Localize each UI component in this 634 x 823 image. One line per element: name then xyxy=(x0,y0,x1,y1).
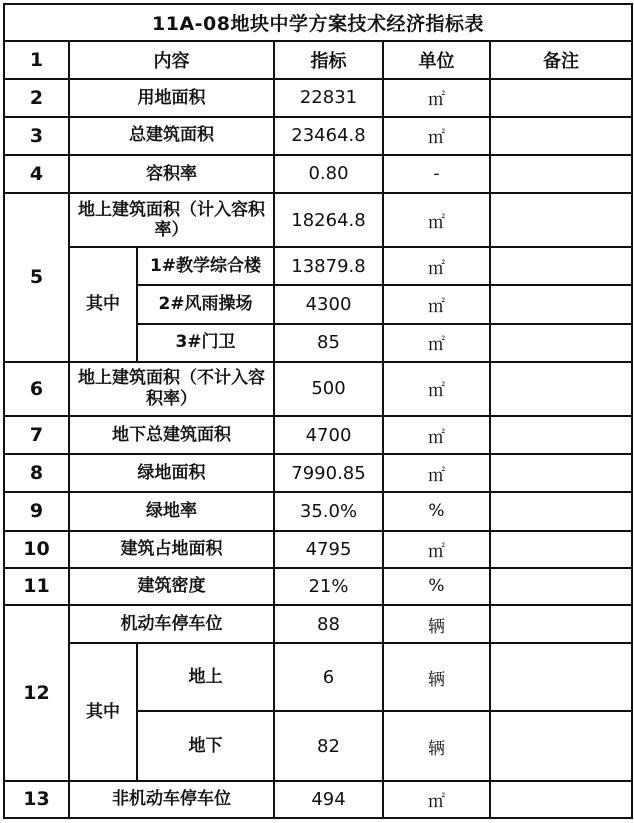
row-remark xyxy=(490,416,632,454)
row-name: 容积率 xyxy=(69,155,274,193)
indicator-table xyxy=(3,3,633,819)
row-remark xyxy=(490,79,632,116)
row-number: 8 xyxy=(4,454,69,492)
row-value: 494 xyxy=(274,781,383,818)
subrow-name: 3#门卫 xyxy=(137,324,274,362)
subrow-value: 13879.8 xyxy=(274,247,383,285)
subrow-remark xyxy=(490,324,632,362)
subrow-unit: ㎡ xyxy=(383,247,490,285)
row-name: 总建筑面积 xyxy=(69,117,274,155)
row-number: 6 xyxy=(4,362,69,416)
table-row xyxy=(4,568,632,605)
row-remark xyxy=(490,155,632,193)
row-value: 35.0% xyxy=(274,492,383,530)
row-unit: ㎡ xyxy=(383,362,490,416)
row-name: 绿地面积 xyxy=(69,454,274,492)
row-value: 500 xyxy=(274,362,383,416)
title-row xyxy=(4,4,632,41)
row-number: 4 xyxy=(4,155,69,193)
row-value: 0.80 xyxy=(274,155,383,193)
row-value: 7990.85 xyxy=(274,454,383,492)
subrow-remark xyxy=(490,247,632,285)
row-name: 非机动车停车位 xyxy=(69,781,274,818)
row-remark xyxy=(490,781,632,818)
header-row xyxy=(4,41,632,79)
row-value: 88 xyxy=(274,605,383,643)
table-row xyxy=(4,492,632,530)
subrow-name: 1#教学综合楼 xyxy=(137,247,274,285)
table-row xyxy=(4,781,632,818)
other-label: 其中 xyxy=(69,643,137,781)
row-remark xyxy=(490,454,632,492)
row-unit: ㎡ xyxy=(383,117,490,155)
subrow-value: 85 xyxy=(274,324,383,362)
row-unit: 辆 xyxy=(383,605,490,643)
row-unit: ㎡ xyxy=(383,454,490,492)
header-remark: 备注 xyxy=(490,41,632,79)
subrow-unit: 辆 xyxy=(383,711,490,780)
table-row xyxy=(4,531,632,568)
row-remark xyxy=(490,605,632,643)
row-remark xyxy=(490,531,632,568)
row-name: 建筑占地面积 xyxy=(69,531,274,568)
row-name: 地上建筑面积（不计入容积率） xyxy=(69,362,274,416)
row-remark xyxy=(490,568,632,605)
subrow-name: 地下 xyxy=(137,711,274,780)
subrow-remark xyxy=(490,285,632,323)
row-value: 18264.8 xyxy=(274,193,383,247)
subrow-name: 地上 xyxy=(137,643,274,711)
row-unit: - xyxy=(383,155,490,193)
subrow-value: 82 xyxy=(274,711,383,780)
row-value: 23464.8 xyxy=(274,117,383,155)
row-value: 22831 xyxy=(274,79,383,116)
row-name: 用地面积 xyxy=(69,79,274,116)
row-number: 3 xyxy=(4,117,69,155)
subrow-remark xyxy=(490,643,632,711)
table-row xyxy=(4,454,632,492)
subrow-unit: ㎡ xyxy=(383,285,490,323)
row-value: 4700 xyxy=(274,416,383,454)
table-title: 11A-08地块中学方案技术经济指标表 xyxy=(4,4,632,41)
row-unit: ㎡ xyxy=(383,79,490,116)
header-content: 内容 xyxy=(69,41,274,79)
table-row xyxy=(4,362,632,416)
table-row xyxy=(4,416,632,454)
other-label: 其中 xyxy=(69,247,137,362)
row-number: 7 xyxy=(4,416,69,454)
subrow-value: 4300 xyxy=(274,285,383,323)
table-row xyxy=(4,117,632,155)
row-name: 绿地率 xyxy=(69,492,274,530)
subrow-unit: 辆 xyxy=(383,643,490,711)
header-indicator: 指标 xyxy=(274,41,383,79)
row-number: 2 xyxy=(4,79,69,116)
row-remark xyxy=(490,362,632,416)
row-unit: % xyxy=(383,568,490,605)
row-number: 11 xyxy=(4,568,69,605)
subrow-unit: ㎡ xyxy=(383,324,490,362)
row-name: 建筑密度 xyxy=(69,568,274,605)
row-number: 10 xyxy=(4,531,69,568)
row-unit: ㎡ xyxy=(383,193,490,247)
row-name: 地下总建筑面积 xyxy=(69,416,274,454)
row-unit: ㎡ xyxy=(383,416,490,454)
row-unit: ㎡ xyxy=(383,781,490,818)
table-row xyxy=(4,155,632,193)
row-number: 12 xyxy=(4,605,69,781)
header-unit: 单位 xyxy=(383,41,490,79)
row-unit: % xyxy=(383,492,490,530)
row-number: 9 xyxy=(4,492,69,530)
row-remark xyxy=(490,193,632,247)
row-number: 5 xyxy=(4,193,69,362)
row-number: 13 xyxy=(4,781,69,818)
subrow-value: 6 xyxy=(274,643,383,711)
table-row xyxy=(4,193,632,247)
subrow-name: 2#风雨操场 xyxy=(137,285,274,323)
row-remark xyxy=(490,117,632,155)
row-value: 21% xyxy=(274,568,383,605)
row-value: 4795 xyxy=(274,531,383,568)
subrow-remark xyxy=(490,711,632,780)
table-row xyxy=(4,605,632,643)
row-unit: ㎡ xyxy=(383,531,490,568)
row-name: 地上建筑面积（计入容积率） xyxy=(69,193,274,247)
header-no: 1 xyxy=(4,41,69,79)
table-subrow xyxy=(4,247,632,285)
row-name: 机动车停车位 xyxy=(69,605,274,643)
table-row xyxy=(4,79,632,116)
table-subrow xyxy=(4,643,632,711)
row-remark xyxy=(490,492,632,530)
